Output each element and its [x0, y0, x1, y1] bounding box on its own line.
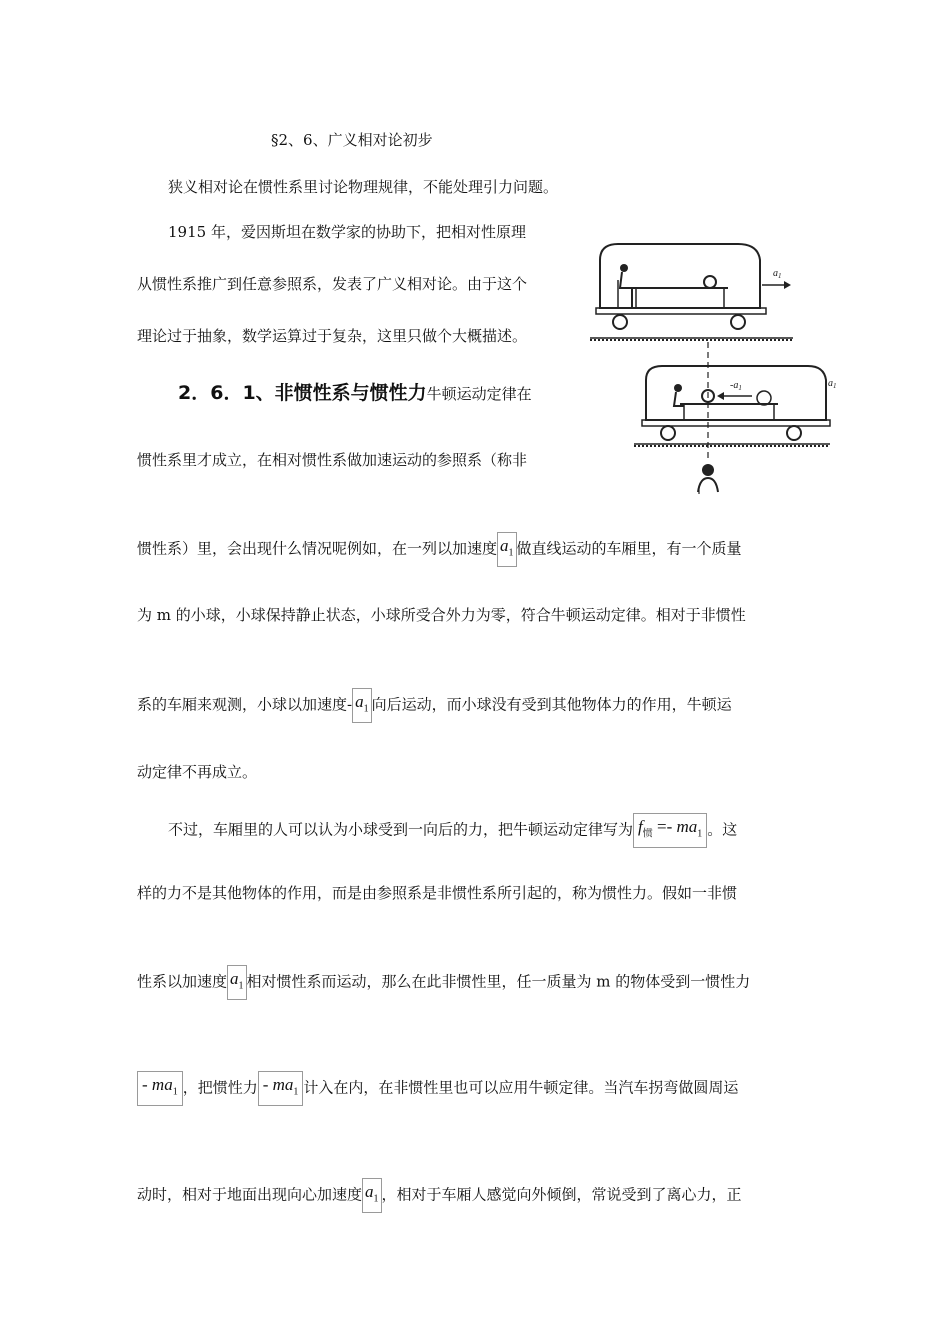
p3-line-1-a: 不过，车厢里的人可以认为小球受到一向后的力，把牛顿运动定律写为: [168, 820, 634, 839]
p1-line-2: 从惯性系推广到任意参照系，发表了广义相对论。由于这个: [137, 275, 528, 293]
p2-line-5-b: 向后运动，而小球没有受到其他物体力的作用，牛顿运: [371, 695, 732, 714]
formula-inertial-force: $f_惯 =- ma_1$: [633, 813, 707, 848]
p3-line-1-b: 。这: [707, 820, 738, 839]
bottom-arrow-label: $-a_1$: [730, 380, 742, 392]
p3-line-3-a: 性系以加速度: [137, 972, 228, 991]
formula-a1: $a_1$: [227, 965, 247, 1000]
p3-line-5-b: ，相对于车厢人感觉向外倾倒，常说受到了离心力，正: [381, 1185, 742, 1204]
p2-line-2: 惯性系里才成立，在相对惯性系做加速运动的参照系（称非: [137, 451, 528, 469]
p3-line-5: [137, 1178, 742, 1213]
p3-line-4-a: ，把惯性力: [182, 1078, 258, 1097]
p2-line-6: 动定律不再成立。: [137, 763, 258, 781]
p3-line-5-a: 动时，相对于地面出现向心加速度: [137, 1185, 363, 1204]
intro-paragraph: 狭义相对论在惯性系里讨论物理规律，不能处理引力问题。: [168, 178, 559, 196]
heading-line: [178, 383, 532, 404]
formula-a1: $a_1$: [362, 1178, 382, 1213]
p2-line-3-a: 惯性系）里，会出现什么情况呢例如，在一列以加速度: [137, 539, 498, 558]
p3-line-3: [137, 965, 750, 1000]
top-train-car: [590, 244, 793, 340]
p1-line-1: 1915 年，爱因斯坦在数学家的协助下，把相对性原理: [168, 223, 526, 241]
top-accel-label: $a_1$: [773, 268, 782, 280]
p2-line-3-b: 做直线运动的车厢里，有一个质量: [516, 539, 742, 558]
section-title: §2、6、广义相对论初步: [271, 131, 433, 149]
p3-line-3-b: 相对惯性系而运动，那么在此非惯性里，任一质量为 m 的物体受到一惯性力: [246, 972, 751, 991]
train-car-figure: [588, 230, 848, 500]
p3-line-2: 样的力不是其他物体的作用，而是由参照系是非惯性系所引起的，称为惯性力。假如一非惯: [137, 884, 738, 902]
formula-a1: $a_1$: [497, 532, 517, 567]
p3-line-4: [137, 1071, 738, 1106]
section-heading: 2．6．1、非惯性系与惯性力: [178, 382, 427, 404]
p2-line-4: 为 m 的小球，小球保持静止状态，小球所受合外力为零，符合牛顿运动定律。相对于非惯性: [137, 606, 746, 624]
formula-minus-ma1: - $ma_1$: [258, 1071, 304, 1106]
ground-observer: [698, 464, 718, 494]
p1-line-3: 理论过于抽象，数学运算过于复杂，这里只做个大概描述。: [137, 327, 528, 345]
p2-line-3: [137, 532, 742, 567]
bottom-side-label: $a_1$: [828, 378, 837, 390]
bottom-train-car: [634, 366, 837, 446]
formula-minus-ma1: - $ma_1$: [137, 1071, 183, 1106]
formula-a1: $a_1$: [352, 688, 372, 723]
p2-line-1-tail: 牛顿运动定律在: [426, 385, 532, 403]
p2-line-5-a: 系的车厢来观测，小球以加速度-: [137, 695, 353, 714]
p2-line-5: [137, 688, 732, 723]
p3-line-4-b: 计入在内，在非惯性里也可以应用牛顿定律。当汽车拐弯做圆周运: [303, 1078, 739, 1097]
p3-line-1: [168, 813, 737, 848]
